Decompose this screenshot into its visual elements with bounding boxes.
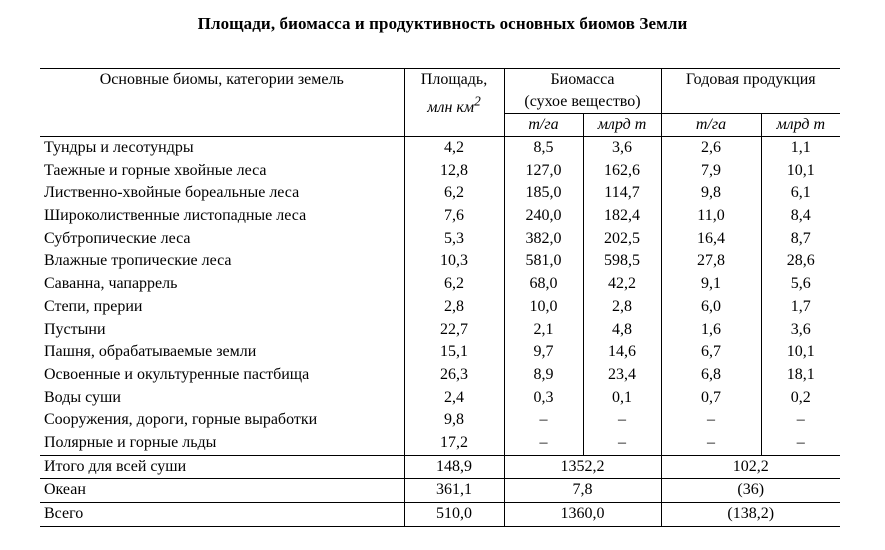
row-biomass-tha: 0,3 [504, 387, 583, 410]
row-name: Степи, прерии [44, 297, 143, 315]
row-production-tha: 6,8 [661, 364, 761, 387]
total-area: 361,1 [404, 479, 504, 503]
row-name: Полярные и горные льды [44, 433, 217, 451]
header-production: Годовая продукция [661, 69, 840, 114]
total-row [40, 479, 840, 503]
row-production-tha: 0,7 [661, 387, 761, 410]
row-production-tha: 16,4 [661, 228, 761, 251]
table-row [40, 182, 840, 205]
total-biomass: 1360,0 [504, 503, 661, 527]
row-name: Сооружения, дороги, горные выработки [44, 411, 318, 429]
row-production-bt: 8,4 [761, 205, 840, 228]
row-production-bt: 5,6 [761, 273, 840, 296]
row-name: Таежные и горные хвойные леса [44, 161, 267, 179]
row-biomass-bt: 202,5 [583, 228, 661, 251]
table-row [40, 160, 840, 183]
row-area: 22,7 [404, 319, 504, 342]
row-biomass-bt: 3,6 [583, 137, 661, 160]
header-biomass [504, 69, 661, 114]
table-title: Площади, биомасса и продуктивность основных биомов Земли [197, 14, 688, 33]
row-name: Лиственно-хвойные бореальные леса [44, 184, 300, 202]
total-production: (36) [661, 479, 840, 503]
row-production-tha: – [661, 432, 761, 455]
row-biomass-tha: 8,9 [504, 364, 583, 387]
table-row [40, 137, 840, 160]
row-area: 17,2 [404, 432, 504, 455]
row-area: 12,8 [404, 160, 504, 183]
row-biomass-bt: 14,6 [583, 341, 661, 364]
total-name: Всего [40, 503, 404, 527]
row-name: Пустыни [44, 320, 106, 338]
header-area-sup: 2 [474, 94, 481, 109]
row-area: 2,8 [404, 296, 504, 319]
row-production-bt: 6,1 [761, 182, 840, 205]
row-biomass-bt: – [583, 432, 661, 455]
total-name: Океан [40, 479, 404, 503]
row-production-bt: – [761, 409, 840, 432]
table-row [40, 296, 840, 319]
row-production-tha: 9,8 [661, 182, 761, 205]
row-biomass-bt: – [583, 409, 661, 432]
row-biomass-bt: 598,5 [583, 250, 661, 273]
row-area: 5,3 [404, 228, 504, 251]
row-biomass-tha: 8,5 [504, 137, 583, 160]
row-biomass-tha: 2,1 [504, 319, 583, 342]
row-name: Освоенные и окультуренные пастбища [44, 365, 310, 383]
row-biomass-tha: 185,0 [504, 182, 583, 205]
row-name: Саванна, чапаррель [44, 275, 178, 293]
total-area: 510,0 [404, 503, 504, 527]
row-production-tha: 11,0 [661, 205, 761, 228]
row-production-bt: 18,1 [761, 364, 840, 387]
header-area [404, 69, 504, 137]
row-area: 7,6 [404, 205, 504, 228]
header-production-tha: т/га [661, 114, 761, 137]
row-production-tha: 2,6 [661, 137, 761, 160]
table-row [40, 273, 840, 296]
table-row [40, 409, 840, 432]
row-name: Влажные тропические леса [44, 252, 232, 270]
row-biomass-tha: 382,0 [504, 228, 583, 251]
row-production-bt: 10,1 [761, 341, 840, 364]
row-biomass-bt: 23,4 [583, 364, 661, 387]
total-row [40, 455, 840, 479]
row-area: 9,8 [404, 409, 504, 432]
header-biomass-label: Биомасса [550, 71, 615, 88]
row-production-bt: 28,6 [761, 250, 840, 273]
row-area: 2,4 [404, 387, 504, 410]
row-production-bt: 10,1 [761, 160, 840, 183]
total-production: (138,2) [661, 503, 840, 527]
row-biomass-bt: 42,2 [583, 273, 661, 296]
table-row [40, 319, 840, 342]
total-area: 148,9 [404, 455, 504, 479]
row-area: 6,2 [404, 182, 504, 205]
total-name: Итого для всей суши [40, 455, 404, 479]
total-row [40, 503, 840, 527]
row-production-tha: – [661, 409, 761, 432]
total-biomass: 7,8 [504, 479, 661, 503]
row-biomass-tha: 127,0 [504, 160, 583, 183]
row-production-tha: 6,7 [661, 341, 761, 364]
row-biomass-tha: 240,0 [504, 205, 583, 228]
row-production-tha: 7,9 [661, 160, 761, 183]
row-area: 4,2 [404, 137, 504, 160]
header-biomass-bt: млрд т [583, 114, 661, 137]
row-production-bt: 1,1 [761, 137, 840, 160]
row-name: Субтропические леса [44, 229, 191, 247]
row-area: 15,1 [404, 341, 504, 364]
table-row [40, 364, 840, 387]
table-row [40, 432, 840, 455]
row-production-bt: 8,7 [761, 228, 840, 251]
row-biomass-bt: 0,1 [583, 387, 661, 410]
row-production-bt: 0,2 [761, 387, 840, 410]
row-production-bt: – [761, 432, 840, 455]
row-area: 26,3 [404, 364, 504, 387]
row-production-tha: 9,1 [661, 273, 761, 296]
biomes-table [40, 68, 840, 527]
table-row [40, 228, 840, 251]
row-biomass-tha: 9,7 [504, 341, 583, 364]
table-row [40, 341, 840, 364]
row-production-bt: 3,6 [761, 319, 840, 342]
header-area-unit: млн $км^2$ [427, 94, 481, 117]
row-biomass-tha: 68,0 [504, 273, 583, 296]
row-biomass-bt: 114,7 [583, 182, 661, 205]
row-production-tha: 1,6 [661, 319, 761, 342]
row-name: Широколиственные листопадные леса [44, 207, 307, 225]
row-biomass-tha: – [504, 432, 583, 455]
total-production: 102,2 [661, 455, 840, 479]
header-biomass-tha: т/га [504, 114, 583, 137]
row-biomass-bt: 2,8 [583, 296, 661, 319]
total-biomass: 1352,2 [504, 455, 661, 479]
row-biomass-tha: – [504, 409, 583, 432]
row-production-tha: 27,8 [661, 250, 761, 273]
row-area: 10,3 [404, 250, 504, 273]
row-biomass-bt: 162,6 [583, 160, 661, 183]
row-name: Пашня, обрабатываемые земли [44, 343, 257, 361]
table-row [40, 205, 840, 228]
row-name: Воды суши [44, 388, 121, 406]
row-biomass-tha: 581,0 [504, 250, 583, 273]
header-area-label: Площадь, [420, 71, 488, 88]
row-biomass-bt: 4,8 [583, 319, 661, 342]
header-name: Основные биомы, категории земель [40, 69, 404, 137]
row-name: Тундры и лесотундры [44, 139, 194, 156]
row-production-tha: 6,0 [661, 296, 761, 319]
table-row [40, 387, 840, 410]
row-area: 6,2 [404, 273, 504, 296]
header-production-bt: млрд т [761, 114, 840, 137]
row-production-bt: 1,7 [761, 296, 840, 319]
row-biomass-bt: 182,4 [583, 205, 661, 228]
table-row [40, 250, 840, 273]
row-biomass-tha: 10,0 [504, 296, 583, 319]
header-biomass-sub: (сухое вещество) [524, 93, 641, 110]
